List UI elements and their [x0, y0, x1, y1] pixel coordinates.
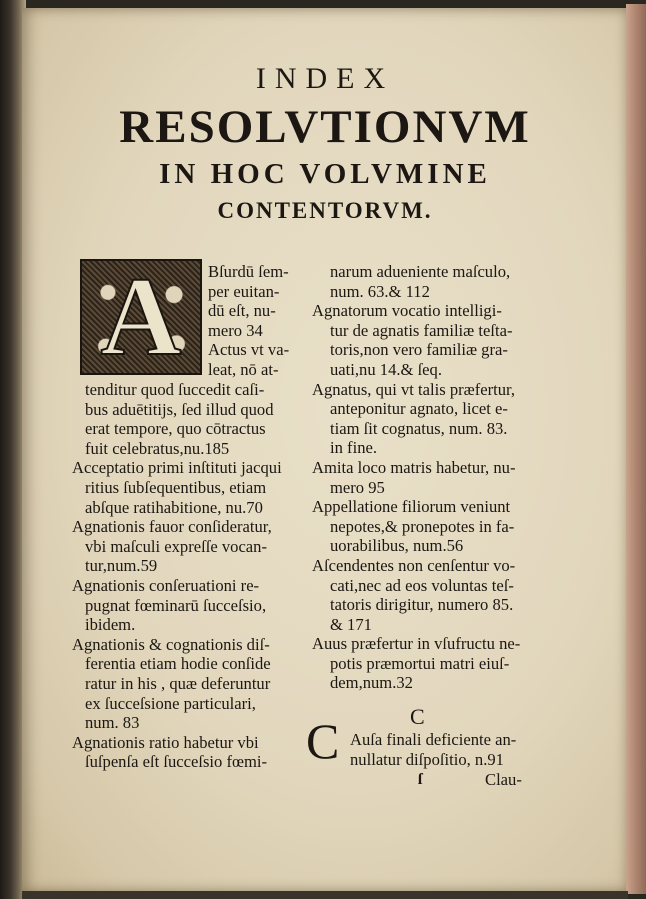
index-line: uorabilibus, num.56 — [330, 536, 464, 556]
index-line: ex ſucceſsione particulari, — [85, 693, 256, 713]
initial-letter: A — [100, 254, 182, 379]
index-line: potis præmortui matri eiuſ- — [330, 653, 510, 673]
section-initial-c: C — [306, 713, 340, 769]
decorated-initial-a — [80, 254, 202, 379]
index-line: mero 34 — [208, 320, 263, 340]
catchword: Clau- — [485, 770, 522, 789]
index-entry-head: Agnatus, qui vt talis præfertur, — [312, 379, 516, 399]
index-entry-head: Aſcendentes non cenſentur vo- — [312, 555, 516, 575]
index-line: tiam ſit cognatus, num. 83. — [330, 418, 508, 438]
section-c-entry — [350, 730, 550, 769]
index-line: fuit celebratus,nu.185 — [85, 438, 230, 458]
index-line: leat, nō at- — [208, 359, 279, 379]
left-column — [72, 380, 322, 772]
index-line: & 171 — [330, 614, 372, 634]
index-line: uati,nu 14.& ſeq. — [330, 359, 442, 379]
page-bottom-edge — [22, 891, 628, 899]
index-line: cati,nec ad eos voluntas teſ- — [330, 575, 514, 595]
index-line: ibidem. — [85, 615, 136, 635]
index-entry-head: Appellatione filiorum veniunt — [312, 497, 511, 517]
index-line: Auſa finali deficiente an- — [350, 730, 517, 749]
index-line: tur de agnatis familiæ teſta- — [330, 320, 513, 340]
index-line: erat tempore, quo cōtractus — [85, 419, 266, 439]
index-line: tenditur quod ſuccedit caſi- — [85, 380, 265, 399]
index-line: narum adueniente maſculo, — [330, 262, 511, 281]
index-line: vbi maſculi expreſſe vocan- — [85, 536, 267, 556]
index-line: ritius ſubſequentibus, etiam — [85, 477, 267, 497]
index-line: ratur in his , quæ deferuntur — [85, 673, 271, 693]
index-line: tur,num.59 — [85, 556, 158, 576]
right-column — [312, 262, 544, 693]
index-line: dū eſt, nu- — [208, 301, 276, 321]
index-line: bus aduētitijs, ſed illud quod — [85, 399, 274, 419]
index-entry-head: Acceptatio primi inſtituti jacqui — [72, 458, 282, 478]
index-line: pugnat fœminarū ſucceſsio, — [85, 595, 267, 615]
index-line: mero 95 — [330, 477, 385, 497]
index-entry-head: Amita loco matris habetur, nu- — [312, 457, 516, 477]
index-entry-head: Agnationis & cognationis diſ- — [72, 634, 270, 654]
title-resolutionum: RESOLVTIONVM — [119, 101, 531, 153]
index-entry-head: Auus præfertur in vſufructu ne- — [312, 634, 521, 654]
index-line: in fine. — [330, 438, 378, 458]
index-line: ferentia etiam hodie conſide — [85, 654, 271, 674]
index-line: ſuſpenſa eſt ſucceſsio fœmi- — [85, 752, 268, 772]
index-entry-head: Agnationis conſeruationi re- — [72, 575, 260, 595]
title-contentorum: CONTENTORVM. — [217, 198, 433, 223]
index-line: nepotes,& pronepotes in fa- — [330, 516, 515, 536]
title-in-hoc-volumine: IN HOC VOLVMINE — [159, 158, 491, 190]
section-letter-c: C — [410, 704, 425, 729]
page-fore-edge — [626, 4, 646, 894]
index-line: abſque ratihabitione, nu.70 — [85, 497, 263, 517]
index-line: Actus vt va- — [208, 340, 290, 360]
signature-mark: ſ — [418, 771, 423, 788]
index-line: num. 63.& 112 — [330, 281, 430, 301]
index-line: dem,num.32 — [330, 673, 413, 693]
title-index: INDEX — [255, 62, 395, 95]
index-line: Bſurdū ſem- — [208, 262, 289, 281]
index-line: anteponitur agnato, licet e- — [330, 399, 508, 419]
index-entry-head: Agnationis ratio habetur vbi — [72, 732, 259, 752]
index-line: nullatur diſpoſitio, n.91 — [350, 749, 504, 769]
index-line: toris,non vero familiæ gra- — [330, 340, 508, 360]
index-line: tatoris dirigitur, numero 85. — [330, 595, 514, 615]
index-entry-head: Agnatorum vocatio intelligi- — [312, 301, 502, 321]
index-line: per euitan- — [208, 281, 280, 301]
index-entry-head: Agnationis fauor conſideratur, — [72, 517, 272, 537]
index-line: num. 83 — [85, 713, 140, 733]
